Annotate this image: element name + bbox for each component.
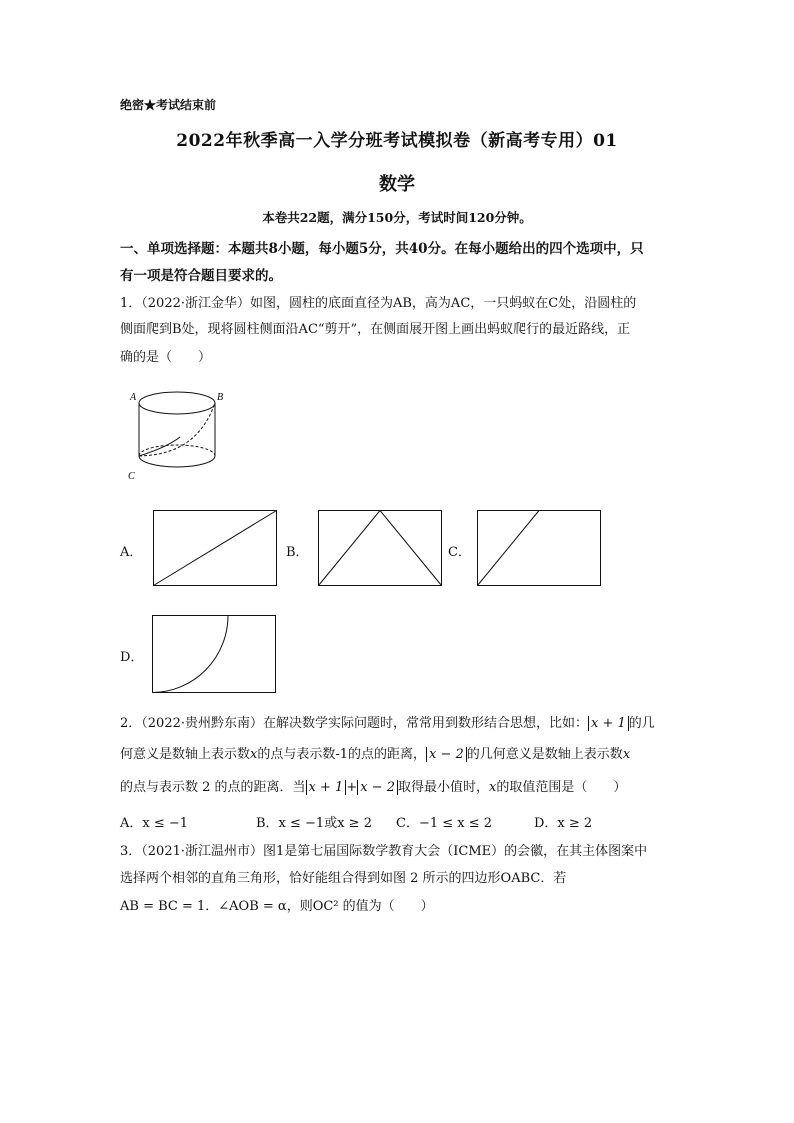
label-a: A [130,392,137,403]
q2-line3 [120,776,626,795]
exam-info: 本卷共22题，满分150分，考试时间120分钟。 [262,210,532,225]
q2-option-c[interactable]: C．−1 ≤ x ≤ 2 [396,816,493,831]
q2-abs1: x + 1 [588,716,629,731]
q2-var-x2: x [622,747,631,762]
q2-option-a[interactable]: A．x ≤ −1 [120,816,189,831]
q2-line1 [120,712,655,731]
q3-line2: 选择两个相邻的直角三角形，恰好能组合得到如图 2 所示的四边形OABC．若 [120,871,567,886]
q1-line1: 1．（2022·浙江金华）如图，圆柱的底面直径为AB，高为AC，一只蚂蚁在C处，沿圆柱的 [120,296,637,311]
q2-var-x: x [250,747,258,762]
q2-abs3: x + 1 [306,780,347,795]
q2-line2-text: 何意义是数轴上表示数 [120,747,251,762]
q1-line3: 确的是（ ） [120,350,212,365]
cylinder-figure [120,385,230,485]
section-heading-line2: 有一项是符合题目要求的。 [120,268,282,284]
label-b: B [217,392,224,403]
q2-line1-post: 的几 [628,716,655,731]
q2-abs4: x − 2 [357,780,398,795]
q1-line2: 侧面爬到B处，现将圆柱侧面沿AC“剪开”，在侧面展开图上画出蚂蚁爬行的最近路线，正 [120,322,631,337]
q2-var-x3: x [489,780,497,795]
q2-abs2: x − 2 [426,747,467,762]
confidential-label: 绝密★考试结束前 [120,98,217,112]
q3-line3: AB = BC = 1．∠AOB = α，则OC² 的值为（ ） [120,899,434,914]
label-c: C [128,471,135,482]
q1-option-c-label: C． [448,545,471,560]
q2-line2-mid: 的点与表示数-1的点的距离， [257,747,427,762]
q1-option-b-figure[interactable] [318,510,442,586]
q2-line3-text: 的点与表示数 2 的点的距离．当 [120,780,306,795]
exam-subject: 数学 [379,174,415,195]
q1-option-a-figure[interactable] [153,510,277,586]
q1-option-c-figure[interactable] [477,510,601,586]
section-heading-line1: 一、单项选择题：本题共8小题，每小题5分，共40分。在每小题给出的四个选项中，只 [120,241,644,257]
q2-line2-post: 的几何意义是数轴上表示数 [466,747,623,762]
q2-option-d[interactable]: D．x ≥ 2 [534,816,593,831]
q2-line3-post: 的取值范围是（ ） [496,780,627,795]
q1-option-b-label: B． [286,545,309,560]
q2-plus: + [346,780,358,795]
q1-option-d-figure[interactable] [152,615,276,693]
exam-title: 2022年秋季高一入学分班考试模拟卷（新高考专用）01 [176,131,618,151]
q2-line3-mid: 取得最小值时， [397,780,489,795]
q1-option-a-label: A． [120,545,143,560]
q1-option-d-label: D． [120,650,144,665]
q2-option-b[interactable]: B．x ≤ −1或x ≥ 2 [256,816,372,831]
q2-line2 [120,743,630,762]
q2-line1-text: 2．（2022·贵州黔东南）在解决数学实际问题时，常常用到数形结合思想，比如： [120,716,588,731]
q3-line1: 3．（2021·浙江温州市）图1是第七届国际数学教育大会（ICME）的会徽，在其主体图案中 [120,844,648,859]
